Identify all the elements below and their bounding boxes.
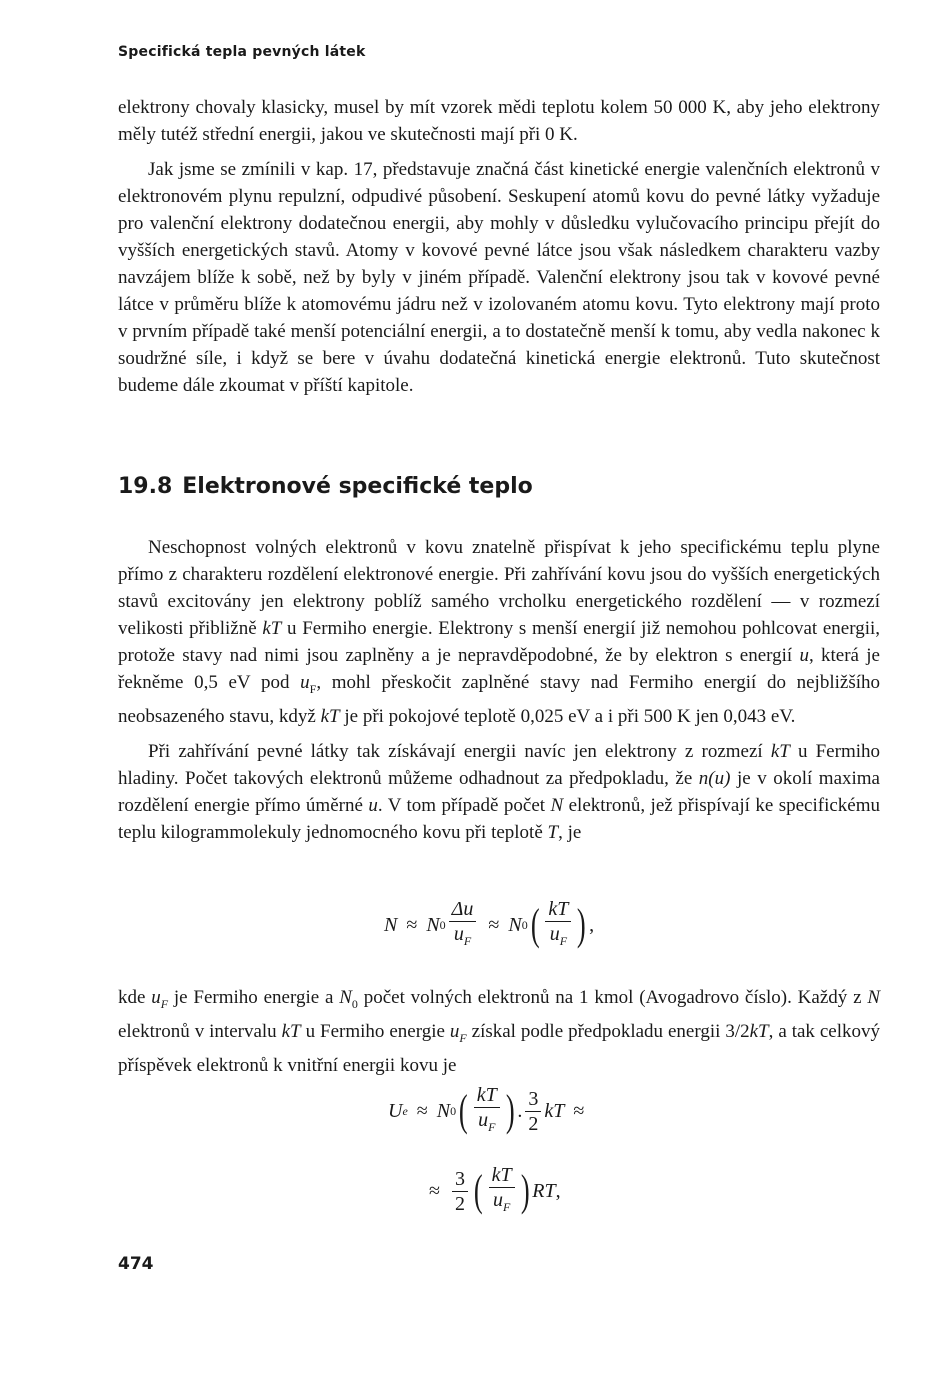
fraction: $\frac{3}{2}$ [452,1168,468,1215]
intro-paragraph-2: Jak jsme se zmínili v kap. 17, představuje značná část kinetické energie valenčních elektronů v elektronovém plynu repulzní, odpudivé působení. Seskupení atomů kovu do pevné látky vyžaduje pro valenční elektrony dodatečnou energii, aby mohly v důsledku vylučovacího principu přejít do vyšších energetických stavů. Atomy v kovové pevné látce jsou však následkem charakteru vazby navzájem blíže k sobě, než by byly v jiném případě. Valenční elektrony jsou tak v kovové pevné látce v průměru blíže k atomovému jádru než v izolovaném atomu kovu. Tyto elektrony mají proto v prvním případě také menší potenciální energii, a to dostatečně menší k tomu, aby vedla nakonec k soudržné síle, i když se bere v úvahu dodatečná kinetická energie elektronů. Tuto skutečnost budeme dále zkoumat v příští kapitole. [118,159,880,396]
fraction: $\frac{kT}{u_F}$ [474,1084,500,1138]
section-paragraph-1: Neschopnost volných elektronů v kovu znatelně přispívat k jeho specifickému teplu plyne přímo z charakteru rozdělení elektronové energie. Při zahřívání kovu jsou do vyšších energetických stavů excitovány jen elektrony poblíž samého vrcholku energetického rozdělení — v rozmezí velikosti přibližně kT u Fermiho energie. Elektrony s menší energií již nemohou pohlcovat energii, protože stavy nad nimi jsou zaplněny a je nepravděpodobné, že by elektron s energií u, která je řekněme 0,5 eV pod $u_F$, mohl přeskočit zaplněné stavy nad Fermiho energií do nejbližšího neobsazeného stavu, když kT je při pokojové teplotě 0,025 eV a i při 500 K jen 0,043 eV. [118,537,881,727]
section-number: 19.8 [118,474,173,499]
fraction: $\frac{kT}{u_F}$ [489,1164,515,1218]
section-heading [118,474,533,499]
fraction: $\frac{3}{2}$ [525,1088,541,1135]
equation-electron-count: N ≈ N 0 $\frac{\Delta u}{u_F}$ ≈ N 0 ( $\frac{kT}{u_F}$ ) , [384,898,594,952]
equation-internal-energy-continued: ≈ $\frac{3}{2}$ ( $\frac{kT}{u_F}$ ) RT , [420,1164,561,1218]
equation-internal-energy: U e ≈ N 0 ( $\frac{kT}{u_F}$ ) . $\frac{3}{2}$ kT ≈ [388,1084,593,1138]
section-paragraph-2: Při zahřívání pevné látky tak získávají energii navíc jen elektrony z rozmezí kT u Fermiho hladiny. Počet takových elektronů můžeme odhadnout za předpokladu, že n(u) je v okolí maxima rozdělení energie přímo úměrné u. V tom případě počet N elektronů, jež přispívají ke specifickému teplu kilogrammolekuly jednomocného kovu při teplotě T, je [118,740,881,843]
section-title: Elektronové specifické teplo [182,474,533,499]
section-paragraph-3: kde $u_F$ je Fermiho energie a $N_0$ počet volných elektronů na 1 kmol (Avogadrovo číslo). Každý z N elektronů v intervalu kT u Fermiho energie $u_F$ získal podle předpokladu energii 3/2kT, a tak celkový příspěvek elektronů k vnitřní energii kovu je [118,987,880,1076]
intro-text [118,94,880,399]
intro-paragraph-1: elektrony chovaly klasicky, musel by mít vzorek mědi teplotu kolem 50 000 K, aby jeho elektrony měly tutéž střední energii, jakou ve skutečnosti mají při 0 K. [118,97,880,145]
section-body [118,534,880,846]
fraction: $\frac{kT}{u_F}$ [545,898,571,952]
fraction: $\frac{\Delta u}{u_F}$ [449,898,477,952]
running-head: Specifická tepla pevných látek [118,44,366,60]
page-number: 474 [118,1254,154,1274]
